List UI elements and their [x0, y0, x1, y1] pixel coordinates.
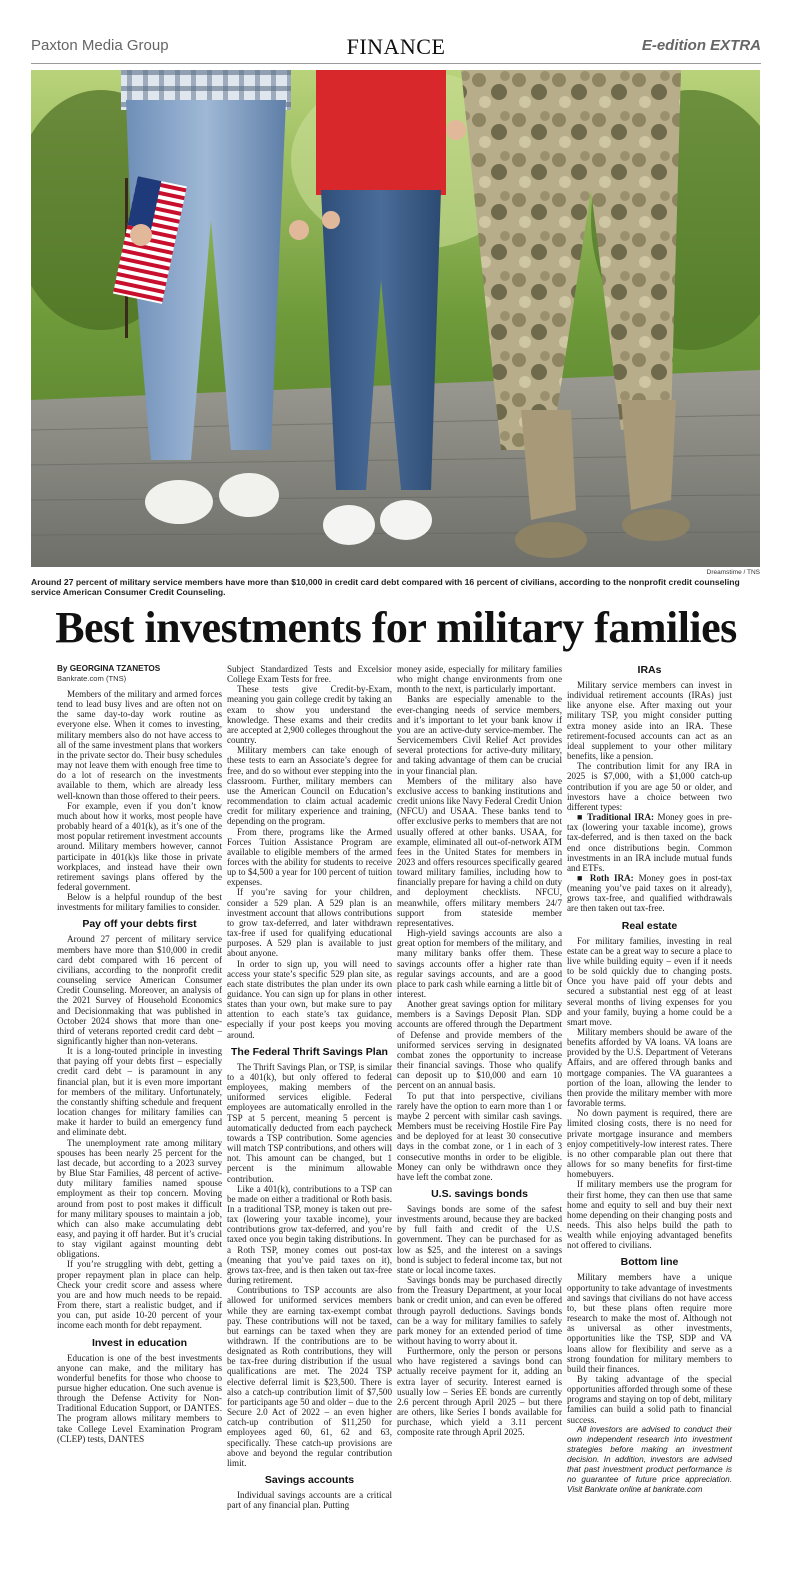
paragraph: Contributions to TSP accounts are also allowed for uniformed services members while they are earning tax-exempt combat pay. These contributions will not be taxed, but earnings can be taxed when they are withdrawn. If the contributions are to be designated as Roth contributions, they will be tax-free during distribution if the usual qualifications are met. The 2024 TSP elective deferral limit is $23,500. There is also a catch-up contribution limit of $7,500 for participants age 50 and older – due to the Secure 2.0 Act of 2022 – an even higher catch-up contribution of $11,250 for employees aged 60, 61, 62 and 63, specifically. These catch-up provisions are above and beyond the regular contribution limit. [227, 1285, 392, 1468]
paragraph: If you’re struggling with debt, getting a proper repayment plan in place can help. Check your credit score and assess where you are and how much needs to be repaid. From there, start a realistic budget, and if you can, put aside 10-20 percent of your income each month for debt repayment. [57, 1259, 222, 1331]
paragraph: For military families, investing in real estate can be a great way to secure a place to live while building equity – even if it needs to be sold quickly due to changing posts. Once you have paid off your debts and secured a substantial nest egg of at least several months of living expenses for you and your family, buying a home could be a smart move. [567, 935, 732, 1027]
paragraph: In order to sign up, you will need to access your state’s specific 529 plan site, as each state distributes the plan under its own guidance. You can sign up for plans in other states than your own, but make sure to pay attention to each state’s tax guidance, especially if your post keeps you moving around. [227, 958, 392, 1040]
edition-label: E-edition EXTRA [641, 37, 761, 54]
paragraph: These tests give Credit-by-Exam, meaning you gain college credit by taking an exam to show you understand the knowledge. These exams and their credits are accepted at 2,900 colleges throughout the country. [227, 684, 392, 746]
paragraph: Education is one of the best investments anyone can make, and the military has wonderful benefits for those who choose to pursue higher education. One such avenue is through the Defense Activity for Non-Traditional Education Support, or DANTES. The program allows military members to take College Level Examination Program (CLEP) tests, DANTES [57, 1352, 222, 1444]
subhead-savings: Savings accounts [264, 1474, 355, 1487]
article-column-1 [57, 664, 222, 1444]
bullet-traditional-ira [567, 812, 732, 873]
article-column-2 [227, 664, 392, 1510]
bullet-label: Traditional IRA: [587, 812, 655, 823]
paragraph: It is a long-touted principle in investing that paying off your debts first – especially credit card debt – is paramount in any financial plan, but it is even more important for members of the military. Unfortunately, the constantly shifting schedule and frequent location changes for military families can make it harder to build an emergency fund and eliminate debt. [57, 1046, 222, 1138]
paragraph: Military members should be aware of the benefits afforded by VA loans. VA loans are provided by the U.S. Department of Veterans Affairs, and are offered through banks and mortgage companies. The VA guarantees a portion of the loan, allowing the lender to then provide the military member with more favorable terms. [567, 1027, 732, 1109]
paragraph: By taking advantage of the special opportunities afforded through some of these programs and staying on top of debt, military families can build a solid path to financial success. [567, 1374, 732, 1425]
article-headline: Best investments for military families [55, 603, 737, 652]
paragraph: Savings bonds are some of the safest investments around, because they are backed by full faith and credit of the U.S. government. They can be purchased for as low as $25, and the interest on a savings bond is subject to federal income tax, but not state or local income taxes. [397, 1203, 562, 1275]
paragraph: High-yield savings accounts are also a great option for members of the military, and many military banks offer them. These savings accounts offer a higher rate than regular savings accounts, and are a good place to park cash while earning a little bit of interest. [397, 928, 562, 999]
paragraph: The Thrift Savings Plan, or TSP, is similar to a 401(k), but only offered to federal employees, making members of the uniformed services eligible. Federal employees are automatically enrolled in the TSP at 5 percent, meaning 5 percent is automatically deducted from each paycheck towards a TSP contribution. Some agencies will match TSP contributions, and others will not. This amount can be changed, but 1 percent is the minimum allowable contribution. [227, 1061, 392, 1184]
paragraph: Subject Standardized Tests and Excelsior College Exam Tests for free. [227, 664, 392, 685]
bullet-roth-ira [567, 873, 732, 914]
photo-credit: Dreamstime / TNS [706, 569, 760, 576]
subhead-real-estate: Real estate [621, 919, 678, 932]
bullet-label: Roth IRA: [589, 872, 634, 883]
article-column-3 [397, 664, 562, 1438]
paragraph: No down payment is required, there are limited closing costs, there is no need for private mortgage insurance and members enjoy competitively-low interest rates. There is no other comparable plan out there that allows for so many benefits for first-time homebuyers. [567, 1108, 732, 1180]
paragraph: Individual savings accounts are a critical part of any financial plan. Putting [227, 1490, 392, 1511]
paragraph: If military members use the program for their first home, they can then use that same home and equity to sell and buy their next home depending on their changing posts and needs. This also helps build the path to wealth while enjoying advantaged benefits not offered to civilians. [567, 1179, 732, 1251]
photo-caption: Around 27 percent of military service members have more than $10,000 in credit card debt compared with 16 percent of civilians, according to the nonprofit credit counseling service American Consumer Credit Counseling. [31, 577, 740, 598]
bullet-text: Money goes in post-tax (meaning you’ve paid taxes on it already), grows tax-free, and qualified withdrawals are then taken out tax-free. [567, 872, 732, 914]
subhead-bottom-line: Bottom line [620, 1256, 679, 1269]
paragraph: From there, programs like the Armed Forces Tuition Assistance Program are available to eligible members of the armed forces with the ability for students to receive up to $4,500 a year for 100 percent of tuition expenses. [227, 826, 392, 888]
paragraph: Below is a helpful roundup of the best investments for military families to consider. [57, 892, 222, 913]
byline-org: Bankrate.com (TNS) [57, 674, 127, 683]
subhead-education: Invest in education [91, 1336, 188, 1349]
paragraph: money aside, especially for military families who might change environments from one month to the next, is particularly important. [397, 664, 562, 695]
paragraph: Members of the military and armed forces tend to lead busy lives and are often not on the same day-to-day work routine as everyone else. When it comes to investing, military members also do not have access to all of the same investment plans that workers in the private sector do. Their busy schedules may not leave them with enough free time to do a lot of research on the investments available to them, which are already less well-known than those offered to their peers. [57, 689, 222, 801]
photo-illustration [31, 70, 760, 567]
paragraph: Members of the military also have exclusive access to banking institutions and credit unions like Navy Federal Credit Union (NFCU) and USAA. These banks tend to offer exclusive perks to members that are not usually offered at other banks. USAA, for example, eliminated all out-of-network ATM fees in the United States for members in 2023 and offers resources specifically geared toward military families, including how to financially prepare for having a child on duty and deployment checklists. NFCU, meanwhile, offers military members 24/7 support from stateside member representatives. [397, 775, 562, 928]
publisher-name: Paxton Media Group [31, 37, 169, 54]
paragraph: If you’re saving for your children, consider a 529 plan. A 529 plan is an investment account that allows contributions to grow tax-deferred, and later withdrawn tax-free if used for qualifying educational purposes. A 529 plan is available to just about anyone. [227, 887, 392, 959]
square-bullet-icon: ■ [577, 872, 586, 883]
paragraph: The contribution limit for any IRA in 2025 is $7,000, with a $1,000 catch-up contribution if you are age 50 or older, and investors have a choice between two different types: [567, 761, 732, 812]
paragraph: The unemployment rate among military spouses has been nearly 25 percent for the last decade, but according to a 2023 survey by Blue Star Families, 48 percent of active-duty military families named spouse employment as their top concern. Moving around from post to post makes it difficult for many military spouses to maintain a job, which can also make accumulating debt easy, and paying it off harder. But it’s crucial to stay vigilant against mounting debt obligations. [57, 1137, 222, 1260]
subhead-iras: IRAs [637, 664, 662, 676]
paragraph: Military members can take enough of these tests to earn an Associate’s degree for free, and do so without ever stepping into the classroom. Further, military members can use the American Council on Education’s recommendation to claim actual academic credit for military experience and training, depending on the program. [227, 745, 392, 827]
paragraph: Banks are especially amenable to the ever-changing needs of service members, and it’s important to let your bank know if you are an active-duty service-member. The Servicemembers Civil Relief Act provides several protections for active-duty military, and taking advantage of them can be crucial in your financial plan. [397, 694, 562, 776]
subhead-bonds: U.S. savings bonds [431, 1187, 528, 1200]
subhead-tsp: The Federal Thrift Savings Plan [231, 1045, 388, 1058]
paragraph: Military members have a unique opportunity to take advantage of investments and savings that civilians do not have access to, but these plans often require more research to make the most of. Although not as universal as other investments, opportunities like the TSP, SDP and VA loans allow for flexibility and serve as a strong foundation for military members to build their finances. [567, 1272, 732, 1374]
bullet-text: Money goes in pre-tax (lowering your taxable income), grows tax-deferred, and is then taxed on the back end once distributions begin. Common investments in an IRA include mutual funds and ETFs. [567, 812, 733, 873]
paragraph: Another great savings option for military members is a Savings Deposit Plan. SDP accounts are offered through the Department of Defense and provide members of the uniformed services serving in designated combat zones the opportunity to increase their financial savings. Those who qualify can deposit up to $10,000 and earn 10 percent on an annual basis. [397, 999, 562, 1091]
disclaimer: All investors are advised to conduct their own independent research into investment strategies before making an investment decision. In addition, investors are advised that past investment product performance is no guarantee of future price appreciation. Visit Bankrate online at bankrate.com [567, 1424, 732, 1494]
paragraph: Around 27 percent of military service members have more than $10,000 in credit card debt compared with 16 percent of civilians, according to the nonprofit credit counseling service American Consumer Credit Counseling. Moreover, an analysis of the 2021 Survey of Household Economics and Decisionmaking that was published in October 2024 shows that more than one-third of veterans reported credit card debt – significantly higher than non-veterans. [57, 934, 222, 1046]
byline-author: By GEORGINA TZANETOS [57, 664, 161, 673]
paragraph: To put that into perspective, civilians rarely have the option to earn more than 1 or maybe 2 percent with similar cash savings. Members must be receiving Hostile Fire Pay and be deployed for at least 30 consecutive days in the combat zone, or 1 in each of 3 consecutive months in order to be eligible. Money can only be withdrawn once they have left the combat zone. [397, 1090, 562, 1182]
paragraph: Furthermore, only the person or persons who have registered a savings bond can actually receive payment for it, adding an extra layer of security. Interest earned is usually low – Series EE bonds are currently 2.6 percent through April 2025 – but there are others, like Series I bonds available for purchase, which yield a 3.11 percent composite rate through April 2025. [397, 1346, 562, 1438]
subhead-debt: Pay off your debts first [82, 918, 197, 931]
page-header [31, 34, 761, 64]
lead-photo [31, 70, 760, 567]
article-column-4 [567, 664, 732, 1495]
square-bullet-icon: ■ [577, 812, 584, 823]
paragraph: Savings bonds may be purchased directly from the Treasury Department, at your local bank or credit union, and can even be offered through payroll deductions. Savings bonds can be a way for military families to safely park money for an extended period of time without having to worry about it. [397, 1275, 562, 1346]
paragraph: Military service members can invest in individual retirement accounts (IRAs) just like anyone else. After maxing out your military TSP, you might consider putting extra money aside into an IRA. These retirement-focused accounts can act as an ideal supplement to your other military benefits, like a pension. [567, 680, 732, 762]
paragraph: Like a 401(k), contributions to a TSP can be made on either a traditional or Roth basis. In a traditional TSP, money is taken out pre-tax (lowering your taxable income), your contributions grow tax-deferred, and you’re taxed once you begin taking distributions. In a Roth TSP, money comes out post-tax (meaning that you’ve paid taxes on it), grows tax-free, and is then taken out tax-free during retirement. [227, 1183, 392, 1286]
section-title: FINANCE [346, 34, 446, 59]
paragraph: For example, even if you don’t know much about how it works, most people have probably heard of a 401(k), as it’s one of the most popular retirement investment accounts around. Military members however, cannot participate in 401(k)s like those in private workplaces, and instead have their own retirement savings plans offered by the federal government. [57, 800, 222, 892]
